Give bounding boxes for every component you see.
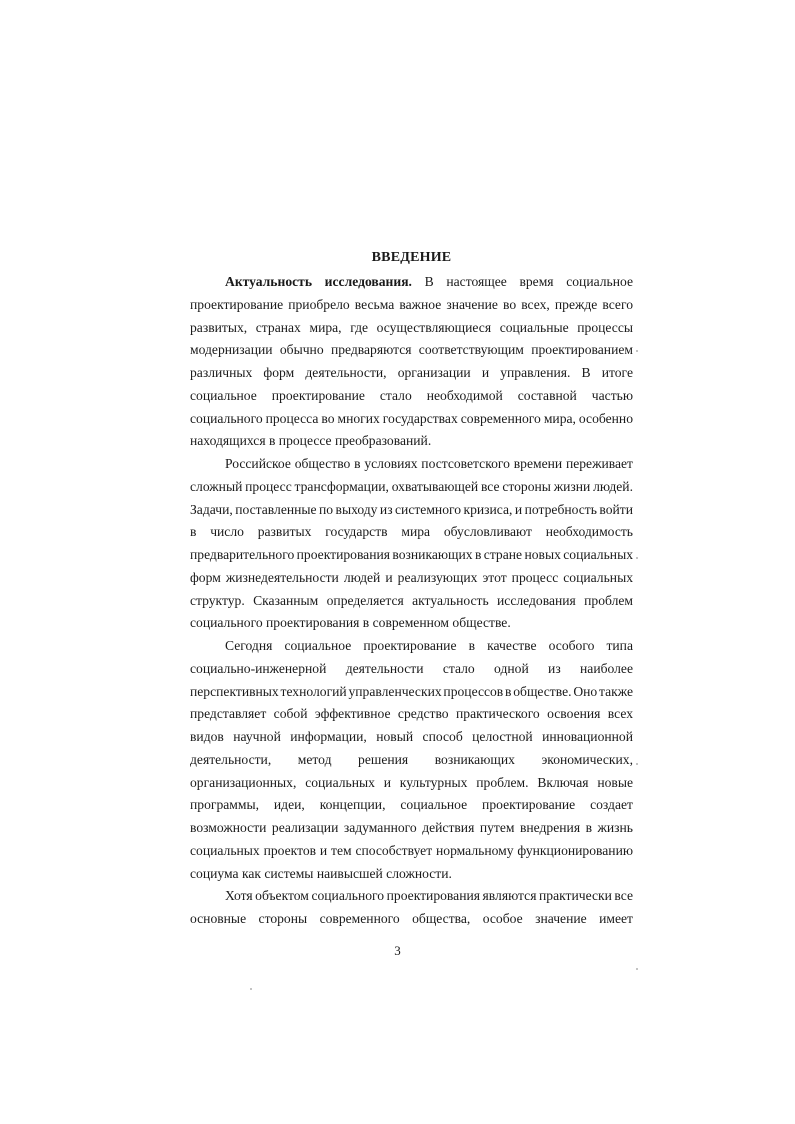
paragraph-line: деятельности, метод решения возникающих экономических, — [190, 751, 633, 767]
paragraph-line: социальное проектирование стало необходимой составной частью — [190, 387, 633, 403]
page-content — [190, 247, 633, 931]
paragraph-line: программы, идеи, концепции, социальное проектирование создает — [190, 797, 633, 813]
paragraph-line: находящихся в процессе преобразований. — [190, 433, 432, 449]
paragraph-line: организационных, социальных и культурных проблем. Включая новые — [190, 774, 633, 790]
paragraph-line: социальных проектов и тем способствует нормальному функционированию — [190, 842, 633, 858]
paragraph-line: социального проектирования в современном обществе. — [190, 615, 511, 631]
paragraph-line: Сегодня социальное проектирование в качестве особого типа — [225, 638, 633, 653]
paragraph-russian-society — [190, 453, 633, 635]
paragraph-line: социально-инженерной деятельности стало одной из наиболее — [190, 660, 633, 676]
paragraph-line: структур. Сказанным определяется актуальность исследования проблем — [190, 592, 633, 608]
paragraph-line: различных форм деятельности, организации и управления. В итоге — [190, 365, 633, 380]
lead-phrase: Актуальность исследования. — [225, 274, 412, 289]
paragraph-line: перспективных технологий управленческих процессов в обществе. Оно также — [190, 683, 633, 699]
paragraph-object — [190, 885, 633, 931]
paragraph-line: возможности реализации задуманного действия путем внедрения в жизнь — [190, 820, 633, 835]
paragraph-line: социума как системы наивысшей сложности. — [190, 865, 452, 881]
paragraph-line: Задачи, поставленные по выходу из системного кризиса, и потребность войти — [190, 501, 633, 517]
paragraph-line: в число развитых государств мира обусловливают необходимость — [190, 524, 633, 540]
paragraph-line: проектирование приобрело весьма важное значение во всех, прежде всего — [190, 296, 633, 312]
scan-speck — [636, 350, 638, 352]
paragraph-line — [190, 271, 633, 294]
scan-speck — [636, 557, 638, 559]
scan-speck — [636, 763, 638, 765]
page-number: 3 — [394, 943, 401, 958]
paragraph-line: представляет собой эффективное средство практического освоения всех — [190, 706, 633, 722]
scan-speck — [636, 968, 638, 970]
section-heading: ВВЕДЕНИЕ — [371, 250, 452, 265]
paragraph-line: модернизации обычно предваряются соответствующим проектированием — [190, 342, 633, 358]
paragraph-line: основные стороны современного общества, особое значение имеет — [190, 911, 633, 926]
line-text: В настоящее время социальное — [411, 274, 633, 289]
paragraph-line: видов научной информации, новый способ целостной инновационной — [190, 729, 633, 744]
paragraph-line: Российское общество в условиях постсоветского времени переживает — [225, 456, 633, 471]
paragraph-relevance — [190, 271, 633, 453]
paragraph-line: форм жизнедеятельности людей и реализующих этот процесс социальных — [190, 569, 633, 585]
paragraph-today — [190, 635, 633, 885]
paragraph-line: сложный процесс трансформации, охватывающей все стороны жизни людей. — [190, 478, 633, 494]
paragraph-line: предварительного проектирования возникающих в стране новых социальных — [190, 547, 633, 562]
scan-speck — [250, 988, 252, 990]
paragraph-line: социального процесса во многих государствах современного мира, особенно — [190, 410, 633, 426]
paragraph-line: развитых, странах мира, где осуществляющиеся социальные процессы — [190, 319, 633, 335]
paragraph-line: Хотя объектом социального проектирования являются практически все — [225, 888, 633, 904]
